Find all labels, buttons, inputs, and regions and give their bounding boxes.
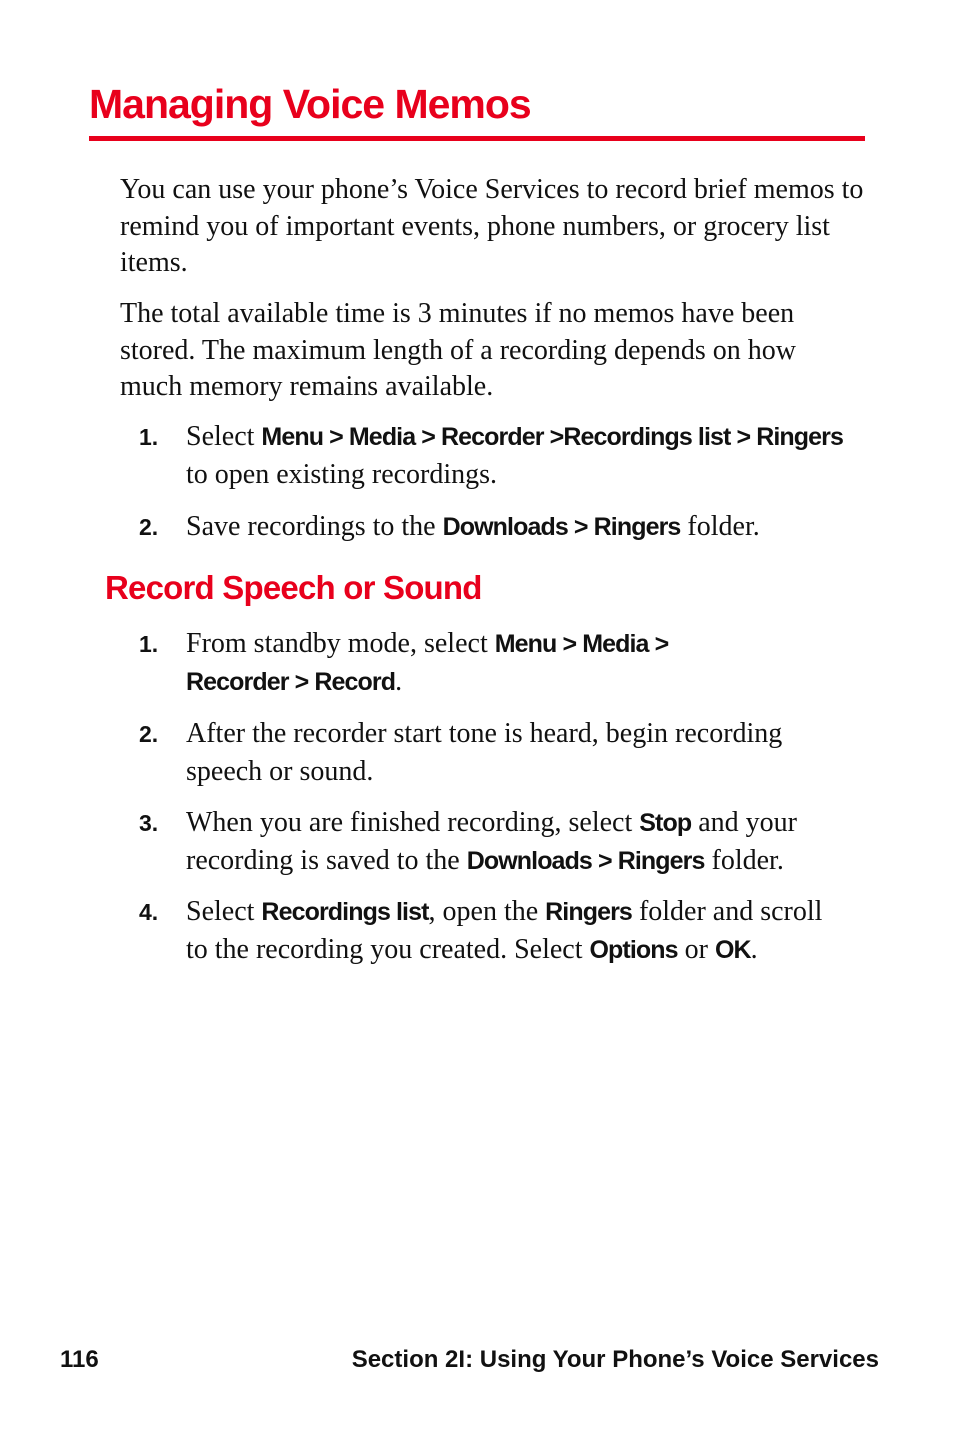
step-text: After the recorder start tone is heard, begin recording speech or sound. — [186, 718, 783, 787]
title-underline — [89, 136, 865, 141]
page-number: 116 — [60, 1346, 99, 1373]
menu-key: Options — [589, 936, 678, 964]
menu-path: Downloads > Ringers — [466, 847, 705, 875]
menu-path: Menu > Media > Recorder > Record — [186, 630, 669, 696]
step-text: Select Recordings list, open the Ringers folder and scroll to the recording you created. Select Options or OK. — [186, 896, 823, 965]
menu-key: Stop — [639, 809, 692, 837]
menu-key: Ringers — [545, 898, 632, 926]
step-text: Save recordings to the Downloads > Ringers folder. — [186, 511, 760, 542]
menu-path: Downloads > Ringers — [442, 513, 681, 541]
menu-path: Menu > Media > Recorder >Recordings list > Ringers — [261, 423, 843, 451]
menu-key: Recordings list — [261, 898, 429, 926]
intro-paragraph: You can use your phone’s Voice Services to record brief memos to remind you of important events, phone numbers, or grocery list items. — [120, 174, 864, 278]
step-number: 1. — [139, 631, 159, 657]
step-text: Select Menu > Media > Recorder >Recordings list > Ringers to open existing recordings. — [186, 421, 843, 490]
step-number: 3. — [139, 810, 159, 836]
step-number: 2. — [139, 721, 159, 747]
section-heading: Record Speech or Sound — [105, 569, 482, 606]
step-text: When you are finished recording, select Stop and your recording is saved to the Downloads > Ringers folder. — [186, 807, 797, 876]
menu-key: OK — [714, 936, 751, 964]
section-title: Section 2I: Using Your Phone’s Voice Services — [351, 1346, 879, 1373]
intro-paragraph: The total available time is 3 minutes if no memos have been stored. The maximum length of a recording depends on how much memory remains available. — [120, 298, 796, 402]
page-title: Managing Voice Memos — [89, 81, 531, 127]
step-text: From standby mode, select Menu > Media > Recorder > Record. — [186, 628, 669, 697]
step-number: 4. — [139, 899, 159, 925]
step-number: 2. — [139, 514, 159, 540]
step-number: 1. — [139, 424, 159, 450]
